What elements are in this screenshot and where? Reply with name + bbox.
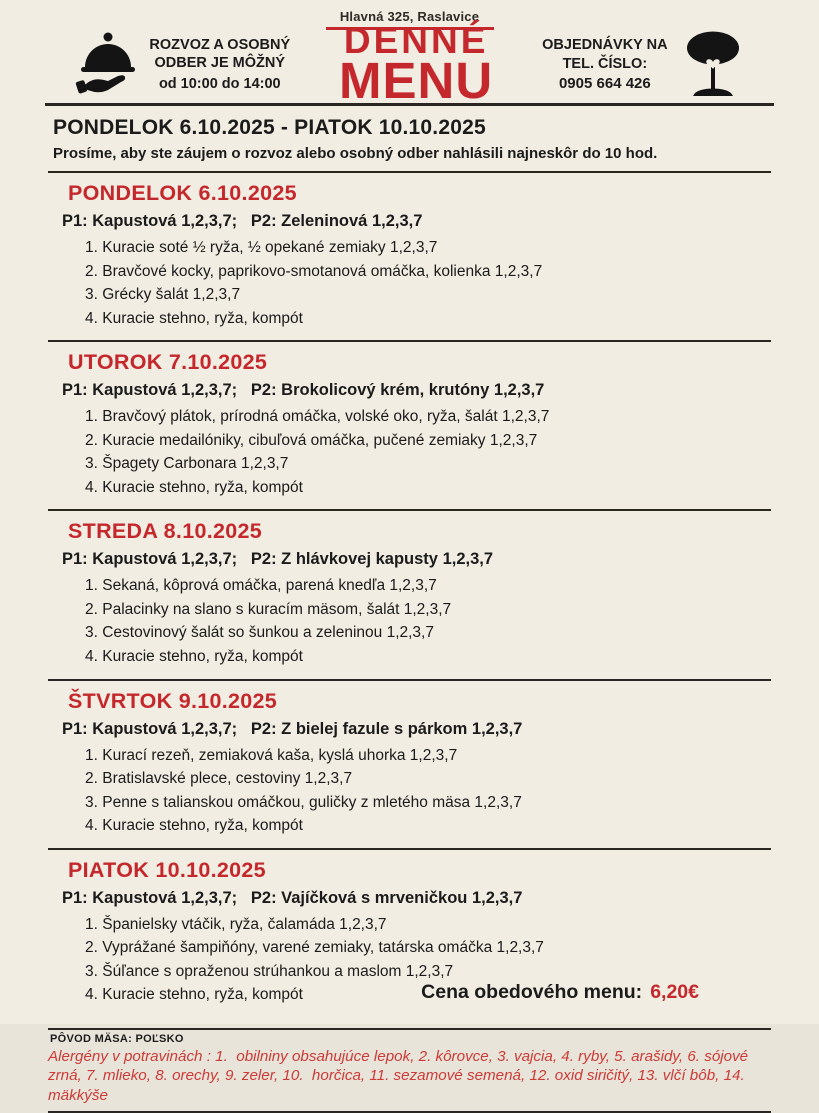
day-soups: P1: Kapustová 1,2,3,7; P2: Brokolicový krém, krutóny 1,2,3,7	[62, 381, 545, 400]
menu-item: 4. Kuracie stehno, ryža, kompót	[85, 986, 303, 1004]
menu-item: 4. Kuracie stehno, ryža, kompót	[85, 478, 303, 496]
day-soups: P1: Kapustová 1,2,3,7; P2: Z bielej fazule s párkom 1,2,3,7	[62, 719, 523, 738]
week-block	[0, 106, 819, 171]
delivery-hours: od 10:00 do 14:00	[158, 75, 281, 92]
menu-item: 1. Španielsky vtáčik, ryža, čalamáda 1,2,3,7	[85, 915, 387, 933]
allergens-text: Alergény v potravinách : 1. obilniny obsahujúce lepok, 2. kôrovce, 3. vajcia, 4. ryby, 5. arašidy, 6. sójové zrná, 7. mlieko, 8. orechy, 9. zeler, 10. horčica, 11. sezamové semená, 12. oxid siričitý, 13. vlčí bôb, 14. mäkkýše	[48, 1047, 753, 1104]
day-title: STREDA 8.10.2025	[68, 519, 263, 544]
restaurant-address: Hlavná 325, Raslavice	[339, 9, 480, 24]
title-denne: DENNÉ	[343, 20, 489, 61]
title-menu: MENU	[339, 52, 494, 110]
price-value: 6,20€	[650, 980, 699, 1003]
price-label: Cena obedového menu:	[421, 980, 643, 1003]
delivery-line2: ODBER JE MÔŽNÝ	[154, 55, 286, 72]
menu-item: 1. Kuracie soté ½ ryža, ½ opekané zemiaky 1,2,3,7	[85, 239, 438, 256]
menu-item: 2. Bratislavské plece, cestoviny 1,2,3,7	[85, 770, 353, 788]
footer	[0, 1028, 819, 1113]
day-section-thursday	[0, 681, 819, 848]
menu-item: 4. Kuracie stehno, ryža, kompót	[85, 648, 303, 666]
menu-item: 4. Kuracie stehno, ryža, kompót	[85, 817, 303, 835]
day-title: PIATOK 10.10.2025	[68, 857, 266, 882]
day-title: PONDELOK 6.10.2025	[68, 181, 297, 205]
day-section-friday	[0, 850, 819, 1014]
menu-items	[48, 236, 771, 330]
day-section-tuesday	[0, 342, 819, 509]
orders-line1: OBJEDNÁVKY NA	[542, 36, 668, 53]
day-title: UTOROK 7.10.2025	[68, 350, 268, 375]
menu-item: 1. Bravčový plátok, prírodná omáčka, volské oko, ryža, šalát 1,2,3,7	[85, 408, 550, 426]
day-title: ŠTVRTOK 9.10.2025	[68, 688, 278, 713]
menu-items	[48, 405, 771, 499]
delivery-info	[75, 31, 290, 97]
orders-info	[542, 30, 743, 98]
menu-item: 2. Palacinky na slano s kuracím mäsom, šalát 1,2,3,7	[85, 600, 452, 618]
menu-item: 3. Penne s talianskou omáčkou, guličky z mletého mäsa 1,2,3,7	[85, 793, 522, 811]
day-soups: P1: Kapustová 1,2,3,7; P2: Z hlávkovej kapusty 1,2,3,7	[62, 550, 494, 569]
menu-item: 2. Kuracie medailóniky, cibuľová omáčka, pučené zemiaky 1,2,3,7	[85, 431, 538, 449]
week-range: PONDELOK 6.10.2025 - PIATOK 10.10.2025	[53, 116, 486, 139]
page-title	[316, 20, 516, 110]
menu-item: 2. Bravčové kocky, paprikovo-smotanová omáčka, kolienka 1,2,3,7	[85, 262, 543, 280]
meat-origin: PÔVOD MÄSA: POĽSKO	[50, 1032, 184, 1045]
menu-item: 2. Vyprážané šampiňóny, varené zemiaky, tatárska omáčka 1,2,3,7	[85, 939, 544, 957]
menu-item: 1. Sekaná, kôprová omáčka, parená knedľa 1,2,3,7	[85, 577, 437, 595]
menu-items	[48, 744, 771, 838]
header	[0, 0, 819, 110]
menu-item: 1. Kurací rezeň, zemiaková kaša, kyslá uhorka 1,2,3,7	[85, 746, 458, 764]
day-soups: P1: Kapustová 1,2,3,7; P2: Zeleninová 1,2,3,7	[62, 212, 423, 230]
menu-item: 3. Cestovinový šalát so šunkou a zeleninou 1,2,3,7	[85, 624, 434, 642]
day-soups: P1: Kapustová 1,2,3,7; P2: Vajíčková s mrveničkou 1,2,3,7	[62, 888, 523, 907]
day-section-wednesday	[0, 511, 819, 678]
menu-item: 3. Špagety Carbonara 1,2,3,7	[85, 455, 289, 473]
table-lamp-icon	[682, 30, 744, 98]
menu-item: 3. Grécky šalát 1,2,3,7	[85, 286, 241, 304]
phone-number: 0905 664 426	[558, 74, 651, 92]
week-note: Prosíme, aby ste záujem o rozvoz alebo osobný odber nahlásili najneskôr do 10 hod.	[53, 145, 658, 162]
menu-item: 3. Šúľance s opraženou strúhankou a maslom 1,2,3,7	[85, 962, 454, 980]
orders-line2: TEL. ČÍSLO:	[562, 55, 648, 72]
menu-items	[48, 574, 771, 668]
day-section-monday	[0, 173, 819, 340]
delivery-line1: ROZVOZ A OSOBNÝ	[149, 37, 291, 54]
cloche-in-hand-icon	[75, 31, 139, 97]
menu-item: 4. Kuracie stehno, ryža, kompót	[85, 309, 303, 327]
